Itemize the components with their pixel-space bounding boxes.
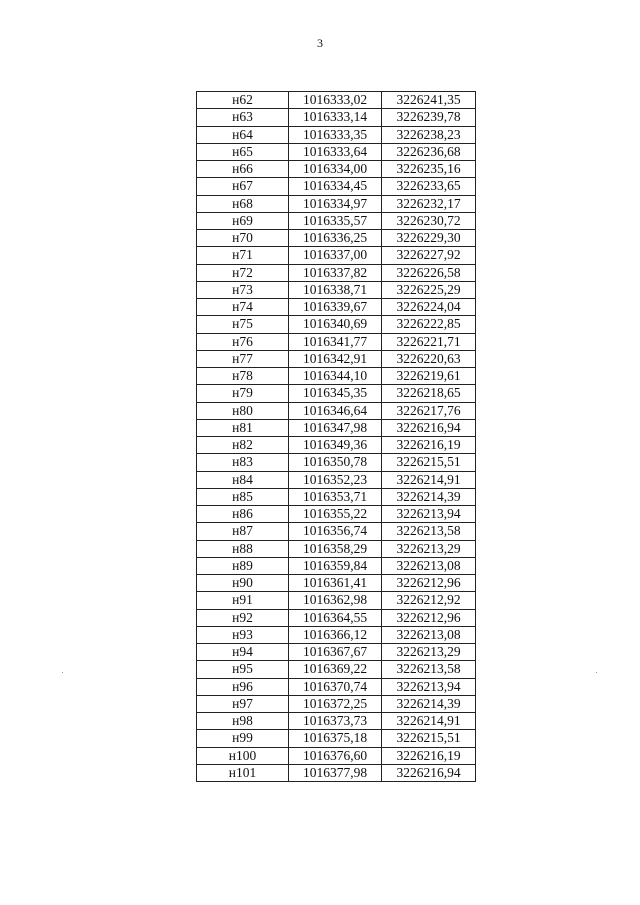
- point-id-cell: н100: [197, 747, 289, 764]
- y-coordinate-cell: 3226239,78: [382, 109, 476, 126]
- page-number: 3: [317, 36, 323, 50]
- point-id-cell: н66: [197, 161, 289, 178]
- x-coordinate-cell: 1016344,10: [289, 368, 382, 385]
- point-id-cell: н88: [197, 540, 289, 557]
- x-coordinate-cell: 1016361,41: [289, 575, 382, 592]
- scan-speck: [596, 672, 597, 673]
- y-coordinate-cell: 3226214,91: [382, 713, 476, 730]
- y-coordinate-cell: 3226213,94: [382, 678, 476, 695]
- point-id-cell: н84: [197, 471, 289, 488]
- y-coordinate-cell: 3226226,58: [382, 264, 476, 281]
- point-id-cell: н85: [197, 488, 289, 505]
- y-coordinate-cell: 3226216,19: [382, 437, 476, 454]
- x-coordinate-cell: 1016339,67: [289, 299, 382, 316]
- table-row: [197, 316, 476, 333]
- x-coordinate-cell: 1016337,82: [289, 264, 382, 281]
- point-id-cell: н81: [197, 419, 289, 436]
- y-coordinate-cell: 3226216,94: [382, 419, 476, 436]
- y-coordinate-cell: 3226214,91: [382, 471, 476, 488]
- table-row: [197, 195, 476, 212]
- y-coordinate-cell: 3226212,92: [382, 592, 476, 609]
- x-coordinate-cell: 1016334,00: [289, 161, 382, 178]
- point-id-cell: н69: [197, 212, 289, 229]
- y-coordinate-cell: 3226212,96: [382, 575, 476, 592]
- table-row: [197, 247, 476, 264]
- y-coordinate-cell: 3226233,65: [382, 178, 476, 195]
- y-coordinate-cell: 3226215,51: [382, 730, 476, 747]
- y-coordinate-cell: 3226229,30: [382, 230, 476, 247]
- x-coordinate-cell: 1016345,35: [289, 385, 382, 402]
- point-id-cell: н74: [197, 299, 289, 316]
- x-coordinate-cell: 1016355,22: [289, 506, 382, 523]
- y-coordinate-cell: 3226213,08: [382, 557, 476, 574]
- point-id-cell: н70: [197, 230, 289, 247]
- table-row: [197, 385, 476, 402]
- table-row: [197, 402, 476, 419]
- x-coordinate-cell: 1016350,78: [289, 454, 382, 471]
- coordinates-table: [196, 91, 476, 782]
- x-coordinate-cell: 1016362,98: [289, 592, 382, 609]
- table-row: [197, 488, 476, 505]
- y-coordinate-cell: 3226230,72: [382, 212, 476, 229]
- table-row: [197, 299, 476, 316]
- point-id-cell: н98: [197, 713, 289, 730]
- y-coordinate-cell: 3226216,19: [382, 747, 476, 764]
- point-id-cell: н93: [197, 626, 289, 643]
- x-coordinate-cell: 1016375,18: [289, 730, 382, 747]
- table-row: [197, 333, 476, 350]
- table-row: [197, 161, 476, 178]
- x-coordinate-cell: 1016335,57: [289, 212, 382, 229]
- y-coordinate-cell: 3226232,17: [382, 195, 476, 212]
- point-id-cell: н79: [197, 385, 289, 402]
- x-coordinate-cell: 1016333,14: [289, 109, 382, 126]
- y-coordinate-cell: 3226215,51: [382, 454, 476, 471]
- y-coordinate-cell: 3226225,29: [382, 281, 476, 298]
- y-coordinate-cell: 3226213,94: [382, 506, 476, 523]
- point-id-cell: н92: [197, 609, 289, 626]
- point-id-cell: н75: [197, 316, 289, 333]
- point-id-cell: н77: [197, 350, 289, 367]
- x-coordinate-cell: 1016373,73: [289, 713, 382, 730]
- table-row: [197, 471, 476, 488]
- table-row: [197, 747, 476, 764]
- table-row: [197, 626, 476, 643]
- x-coordinate-cell: 1016356,74: [289, 523, 382, 540]
- point-id-cell: н96: [197, 678, 289, 695]
- point-id-cell: н71: [197, 247, 289, 264]
- table-row: [197, 644, 476, 661]
- x-coordinate-cell: 1016359,84: [289, 557, 382, 574]
- x-coordinate-cell: 1016366,12: [289, 626, 382, 643]
- y-coordinate-cell: 3226212,96: [382, 609, 476, 626]
- y-coordinate-cell: 3226213,58: [382, 523, 476, 540]
- table-row: [197, 523, 476, 540]
- table-row: [197, 264, 476, 281]
- table-row: [197, 126, 476, 143]
- table-row: [197, 143, 476, 160]
- y-coordinate-cell: 3226218,65: [382, 385, 476, 402]
- table-row: [197, 592, 476, 609]
- x-coordinate-cell: 1016349,36: [289, 437, 382, 454]
- x-coordinate-cell: 1016346,64: [289, 402, 382, 419]
- table-row: [197, 350, 476, 367]
- y-coordinate-cell: 3226238,23: [382, 126, 476, 143]
- point-id-cell: н83: [197, 454, 289, 471]
- y-coordinate-cell: 3226227,92: [382, 247, 476, 264]
- y-coordinate-cell: 3226213,08: [382, 626, 476, 643]
- x-coordinate-cell: 1016336,25: [289, 230, 382, 247]
- point-id-cell: н95: [197, 661, 289, 678]
- x-coordinate-cell: 1016352,23: [289, 471, 382, 488]
- x-coordinate-cell: 1016369,22: [289, 661, 382, 678]
- point-id-cell: н76: [197, 333, 289, 350]
- point-id-cell: н64: [197, 126, 289, 143]
- coordinates-table-body: [197, 92, 476, 782]
- point-id-cell: н78: [197, 368, 289, 385]
- table-row: [197, 454, 476, 471]
- table-row: [197, 506, 476, 523]
- y-coordinate-cell: 3226235,16: [382, 161, 476, 178]
- y-coordinate-cell: 3226219,61: [382, 368, 476, 385]
- x-coordinate-cell: 1016353,71: [289, 488, 382, 505]
- table-row: [197, 212, 476, 229]
- point-id-cell: н90: [197, 575, 289, 592]
- table-row: [197, 730, 476, 747]
- x-coordinate-cell: 1016334,97: [289, 195, 382, 212]
- x-coordinate-cell: 1016376,60: [289, 747, 382, 764]
- y-coordinate-cell: 3226222,85: [382, 316, 476, 333]
- x-coordinate-cell: 1016377,98: [289, 764, 382, 781]
- y-coordinate-cell: 3226213,29: [382, 644, 476, 661]
- y-coordinate-cell: 3226213,58: [382, 661, 476, 678]
- y-coordinate-cell: 3226241,35: [382, 92, 476, 109]
- table-row: [197, 661, 476, 678]
- point-id-cell: н101: [197, 764, 289, 781]
- point-id-cell: н91: [197, 592, 289, 609]
- point-id-cell: н89: [197, 557, 289, 574]
- table-row: [197, 109, 476, 126]
- point-id-cell: н62: [197, 92, 289, 109]
- x-coordinate-cell: 1016340,69: [289, 316, 382, 333]
- table-row: [197, 540, 476, 557]
- x-coordinate-cell: 1016347,98: [289, 419, 382, 436]
- x-coordinate-cell: 1016372,25: [289, 695, 382, 712]
- y-coordinate-cell: 3226220,63: [382, 350, 476, 367]
- table-row: [197, 764, 476, 781]
- table-row: [197, 419, 476, 436]
- point-id-cell: н86: [197, 506, 289, 523]
- y-coordinate-cell: 3226236,68: [382, 143, 476, 160]
- point-id-cell: н82: [197, 437, 289, 454]
- table-row: [197, 281, 476, 298]
- x-coordinate-cell: 1016367,67: [289, 644, 382, 661]
- table-row: [197, 230, 476, 247]
- point-id-cell: н63: [197, 109, 289, 126]
- x-coordinate-cell: 1016338,71: [289, 281, 382, 298]
- x-coordinate-cell: 1016333,02: [289, 92, 382, 109]
- y-coordinate-cell: 3226221,71: [382, 333, 476, 350]
- point-id-cell: н65: [197, 143, 289, 160]
- table-row: [197, 678, 476, 695]
- table-row: [197, 575, 476, 592]
- point-id-cell: н68: [197, 195, 289, 212]
- point-id-cell: н73: [197, 281, 289, 298]
- point-id-cell: н67: [197, 178, 289, 195]
- point-id-cell: н87: [197, 523, 289, 540]
- table-row: [197, 713, 476, 730]
- x-coordinate-cell: 1016333,64: [289, 143, 382, 160]
- point-id-cell: н80: [197, 402, 289, 419]
- table-row: [197, 557, 476, 574]
- table-row: [197, 695, 476, 712]
- point-id-cell: н72: [197, 264, 289, 281]
- y-coordinate-cell: 3226217,76: [382, 402, 476, 419]
- scan-speck: [62, 672, 63, 673]
- table-row: [197, 92, 476, 109]
- x-coordinate-cell: 1016370,74: [289, 678, 382, 695]
- table-row: [197, 437, 476, 454]
- point-id-cell: н97: [197, 695, 289, 712]
- y-coordinate-cell: 3226213,29: [382, 540, 476, 557]
- x-coordinate-cell: 1016334,45: [289, 178, 382, 195]
- y-coordinate-cell: 3226216,94: [382, 764, 476, 781]
- x-coordinate-cell: 1016337,00: [289, 247, 382, 264]
- y-coordinate-cell: 3226224,04: [382, 299, 476, 316]
- point-id-cell: н94: [197, 644, 289, 661]
- y-coordinate-cell: 3226214,39: [382, 695, 476, 712]
- x-coordinate-cell: 1016364,55: [289, 609, 382, 626]
- y-coordinate-cell: 3226214,39: [382, 488, 476, 505]
- point-id-cell: н99: [197, 730, 289, 747]
- table-row: [197, 368, 476, 385]
- x-coordinate-cell: 1016358,29: [289, 540, 382, 557]
- table-row: [197, 178, 476, 195]
- x-coordinate-cell: 1016333,35: [289, 126, 382, 143]
- x-coordinate-cell: 1016342,91: [289, 350, 382, 367]
- x-coordinate-cell: 1016341,77: [289, 333, 382, 350]
- table-row: [197, 609, 476, 626]
